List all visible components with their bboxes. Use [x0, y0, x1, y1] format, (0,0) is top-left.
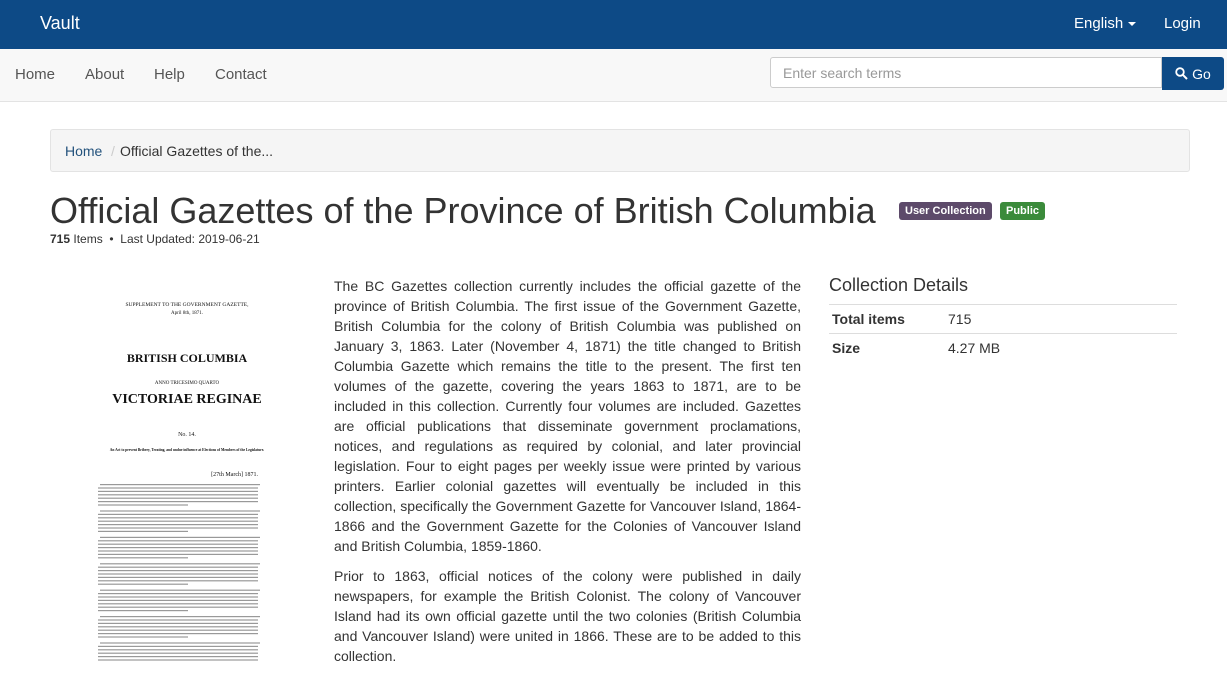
thumb-text-line: [98, 610, 188, 611]
thumb-line7: An Act to prevent Bribery, Treating, and undue influence at Elections of Members of the Legislature.: [109, 448, 265, 452]
breadcrumb-current: Official Gazettes of the...: [120, 143, 274, 159]
details-value: 715: [945, 305, 1177, 334]
thumb-text-line: [98, 633, 258, 634]
details-heading: Collection Details: [829, 275, 969, 295]
thumb-line1: SUPPLEMENT TO THE GOVERNMENT GAZETTE,: [125, 302, 249, 308]
thumb-text-line: [98, 577, 258, 578]
thumb-text-line: [98, 653, 258, 654]
thumb-text-line: [98, 593, 258, 594]
thumb-text-line: [98, 540, 258, 541]
thumb-text-line: [98, 550, 258, 551]
thumb-text-line: [98, 600, 258, 601]
login-link[interactable]: Login: [1164, 15, 1201, 32]
nav-help[interactable]: Help: [154, 66, 185, 83]
thumb-text-line: [98, 626, 258, 627]
thumb-text-line: [100, 642, 260, 643]
secondary-navbar: [0, 49, 1227, 102]
thumb-text-line: [98, 554, 258, 555]
top-navbar: [0, 0, 1227, 49]
thumb-line5: VICTORIAE REGINAE: [112, 392, 262, 407]
thumb-text-line: [98, 656, 258, 657]
go-label: Go: [1192, 65, 1211, 82]
details-table: [829, 304, 1177, 362]
thumb-text-line: [98, 487, 258, 488]
items-label: Items: [73, 232, 103, 246]
breadcrumb-separator: /: [111, 143, 115, 159]
brand-link[interactable]: Vault: [40, 13, 80, 33]
thumb-text-line: [98, 557, 188, 558]
thumb-text-line: [98, 649, 258, 650]
chevron-down-icon: [1128, 22, 1136, 26]
thumb-text-line: [98, 646, 258, 647]
page-title: Official Gazettes of the Province of British Columbia: [50, 190, 876, 231]
thumb-text-line: [98, 607, 258, 608]
thumb-text-line: [98, 514, 258, 515]
thumb-line8: [27th March] 1871.: [211, 472, 258, 478]
search-input[interactable]: [770, 57, 1162, 88]
thumb-text-line: [98, 521, 258, 522]
thumb-text-line: [100, 484, 260, 485]
badge-user-collection: User Collection: [899, 202, 992, 220]
details-value: 4.27 MB: [945, 334, 1177, 363]
breadcrumb-home[interactable]: Home: [65, 143, 103, 159]
gazette-page-image: [90, 290, 280, 664]
thumb-text-line: [98, 630, 258, 631]
thumb-text-line: [98, 544, 258, 545]
thumb-text-line: [100, 537, 260, 538]
nav-contact[interactable]: Contact: [215, 66, 267, 83]
thumb-text-line: [100, 616, 260, 617]
thumb-text-line: [98, 570, 258, 571]
thumb-text-line: [98, 636, 188, 637]
breadcrumb: [50, 129, 1190, 172]
collection-thumbnail[interactable]: [90, 290, 280, 664]
description-paragraph-2: Prior to 1863, official notices of the colony were published in daily newspapers, for example the British Colonist. The colony of Vancouver Island had its own official gazette until the two colonies (British Columbia and Vancouver Island) were united in 1866. These are to be added to this collection.: [334, 568, 801, 664]
thumb-text-line: [98, 580, 258, 581]
thumb-text-line: [98, 584, 188, 585]
collection-details: [829, 275, 1177, 362]
thumb-body-text: [98, 484, 260, 661]
thumb-text-line: [98, 491, 258, 492]
thumb-text-line: [98, 547, 258, 548]
collection-meta: [50, 232, 260, 246]
items-count: 715: [50, 232, 71, 246]
thumb-text-line: [98, 517, 258, 518]
thumb-text-line: [98, 531, 188, 532]
description-paragraph-1: The BC Gazettes collection currently includes the official gazette of the province of British Columbia. The first issue of the Government Gazette, British Columbia for the colony of British Columbia was published on January 3, 1863. Later (November 4, 1871) the title changed to British Columbia Gazette which remains the title to the present. The first ten volumes of the gazette, covering the years 1863 to 1871, are to be included in this collection. Currently four volumes are included. Gazettes are official publications that disseminate government proclamations, notices, and regulations as required by colonial, and later provincial legislation. Four to eight pages per weekly issue were printed by various printers. Earlier colonial gazettes will eventually be included in this collection, specifically the Government Gazette for Vancouver Island, 1864- 1866 and the Government Gazette for the Colonies of Vancouver Island and British Columbia, 1859-1860.: [334, 278, 801, 554]
thumb-text-line: [98, 573, 258, 574]
thumb-line3: BRITISH COLUMBIA: [126, 351, 248, 365]
thumb-line4: ANNO TRICESIMO QUARTO: [154, 381, 220, 386]
thumb-text-line: [98, 619, 258, 620]
last-updated: Last Updated: 2019-06-21: [120, 232, 260, 246]
thumb-line2: April 8th, 1871.: [171, 311, 203, 316]
details-key: Size: [829, 334, 945, 363]
thumb-text-line: [98, 623, 258, 624]
thumb-text-line: [98, 567, 258, 568]
thumb-text-line: [98, 596, 258, 597]
thumb-text-line: [98, 501, 258, 502]
thumb-text-line: [98, 524, 258, 525]
nav-home[interactable]: Home: [15, 66, 56, 83]
thumb-text-line: [98, 527, 258, 528]
thumb-text-line: [98, 659, 258, 660]
thumb-text-line: [100, 510, 260, 511]
thumb-text-line: [98, 498, 258, 499]
search-icon: [1175, 67, 1188, 80]
collection-description: [334, 276, 801, 676]
badge-public: Public: [1000, 202, 1045, 220]
thumb-line6: No. 14.: [178, 432, 196, 438]
details-row-total-items: [829, 305, 1177, 334]
thumb-text-line: [98, 603, 258, 604]
thumb-text-line: [100, 590, 260, 591]
language-label: English: [1074, 15, 1124, 32]
meta-bullet: •: [109, 232, 114, 246]
thumb-text-line: [98, 504, 188, 505]
language-dropdown[interactable]: [1074, 15, 1136, 32]
search-label: Search Vault: [660, 65, 745, 81]
details-key: Total items: [829, 305, 945, 334]
thumb-text-line: [98, 494, 258, 495]
go-button[interactable]: [1162, 57, 1224, 90]
details-row-size: [829, 334, 1177, 363]
nav-about[interactable]: About: [85, 66, 125, 83]
thumb-text-line: [100, 563, 260, 564]
